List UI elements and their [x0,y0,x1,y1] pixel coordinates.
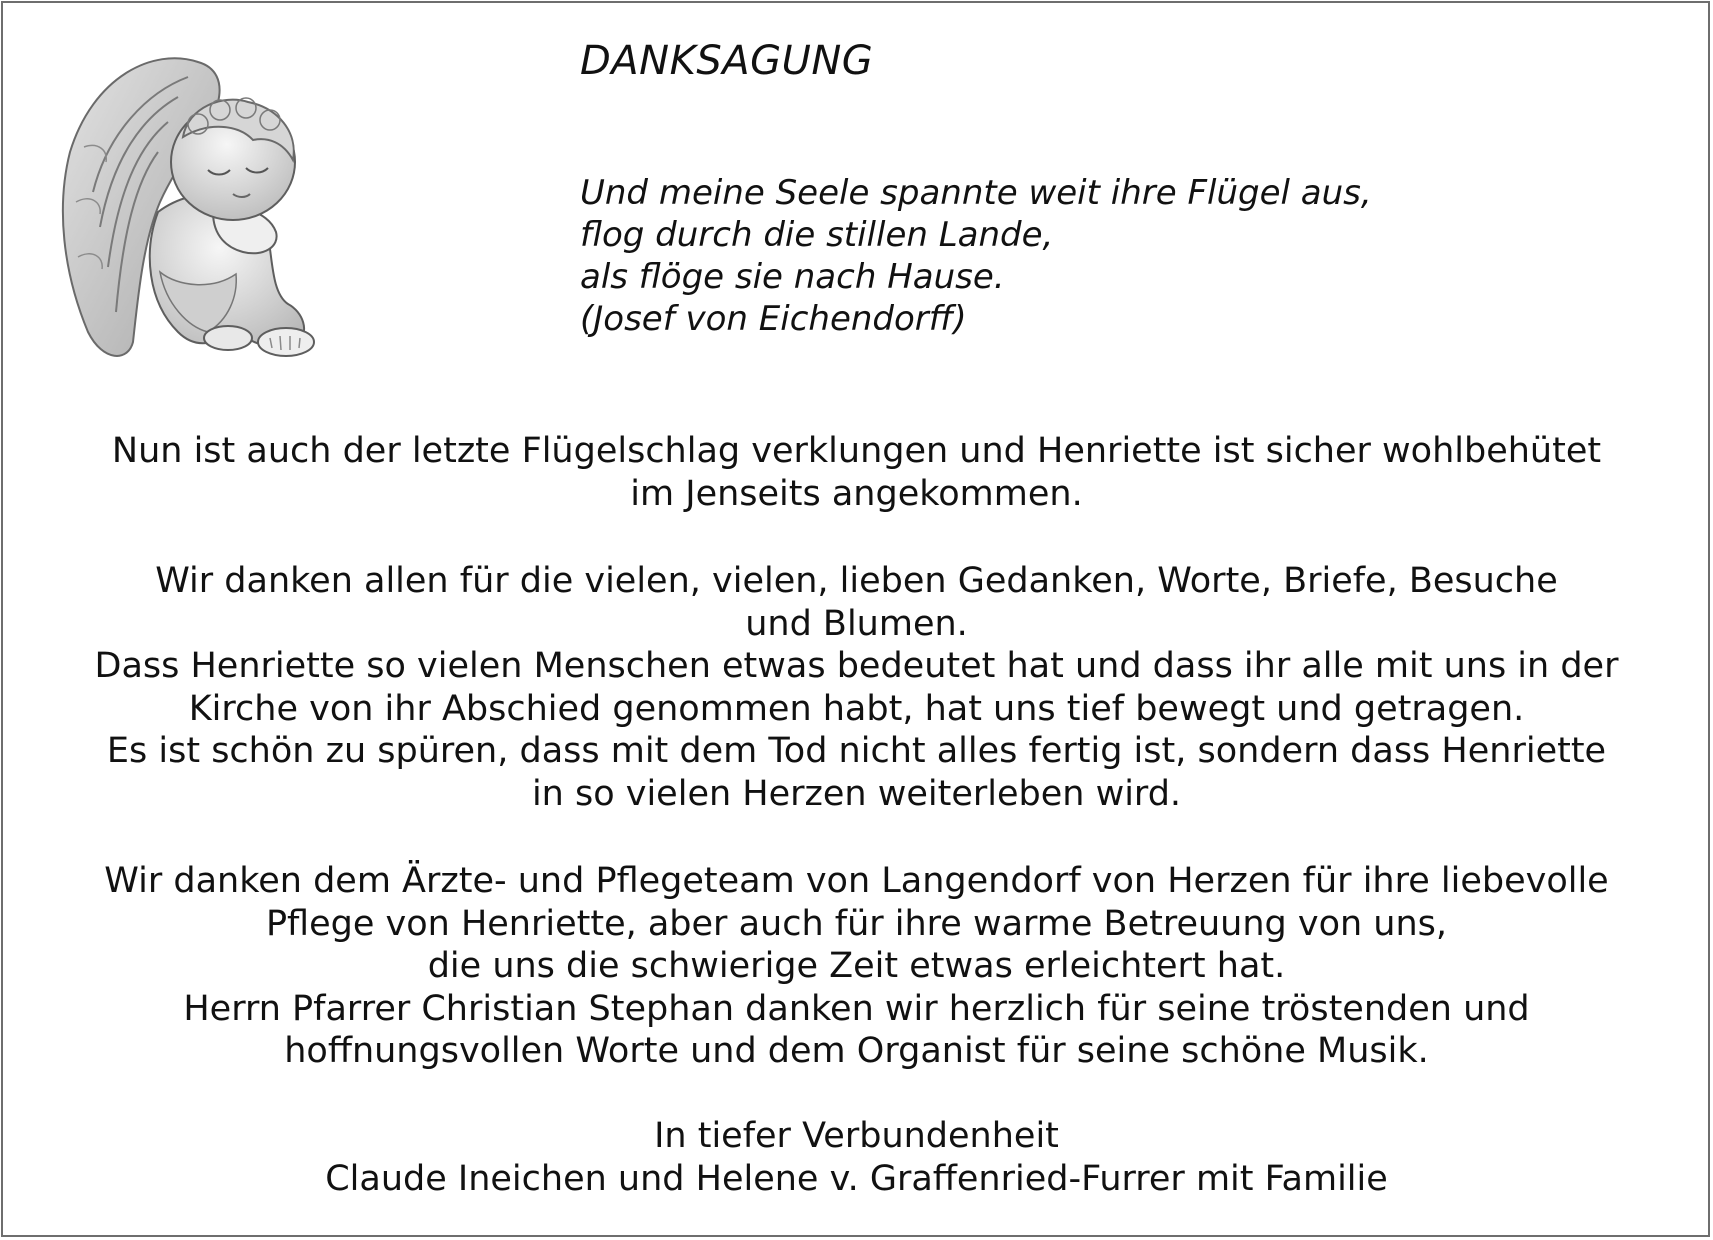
text-line: in so vielen Herzen weiterleben wird. [531,773,1182,814]
signatories: Claude Ineichen und Helene v. Graffenried-Furrer mit Familie [325,1158,1388,1199]
text-line: Kirche von ihr Abschied genommen habt, hat uns tief bewegt und getragen. [188,688,1525,729]
text-line: Wir danken dem Ärzte- und Pflegeteam von Langendorf von Herzen für ihre liebevolle [104,861,1609,901]
text-line: und Blumen. [745,603,968,644]
poem-line: flog durch die stillen Lande, [580,215,1054,255]
closing-signature [0,1115,1713,1200]
sleeping-angel-figure-icon [48,42,348,397]
text-line: Wir danken allen für die vielen, vielen, lieben Gedanken, Worte, Briefe, Besuche [155,561,1558,601]
poem-quote [580,172,1372,340]
text-line: Pflege von Henriette, aber auch für ihre warme Betreuung von uns, [265,903,1448,944]
text-line: Dass Henriette so vielen Menschen etwas bedeutet hat und dass ihr alle mit uns in der [94,646,1619,686]
notice-title: DANKSAGUNG [580,38,874,84]
text-line: hoffnungsvollen Worte und dem Organist für seine schöne Musik. [284,1031,1429,1071]
poem-attribution: (Josef von Eichendorff) [580,299,967,339]
paragraph-thanks-all [0,560,1713,815]
poem-line: Und meine Seele spannte weit ihre Flügel aus, [580,173,1372,213]
poem-line: als flöge sie nach Hause. [580,257,1005,297]
text-line: Es ist schön zu spüren, dass mit dem Tod nicht alles fertig ist, sondern dass Henriette [106,731,1607,771]
paragraph-farewell [0,430,1713,515]
text-line: die uns die schwierige Zeit etwas erleichtert hat. [427,946,1286,986]
text-line: Herrn Pfarrer Christian Stephan danken wir herzlich für seine tröstenden und [183,988,1530,1029]
closing-salutation: In tiefer Verbundenheit [654,1116,1059,1156]
text-line: Nun ist auch der letzte Flügelschlag verklungen und Henriette ist sicher wohlbehütet [111,431,1602,471]
paragraph-thanks-care-team [0,860,1713,1073]
text-line: im Jenseits angekommen. [630,473,1083,514]
